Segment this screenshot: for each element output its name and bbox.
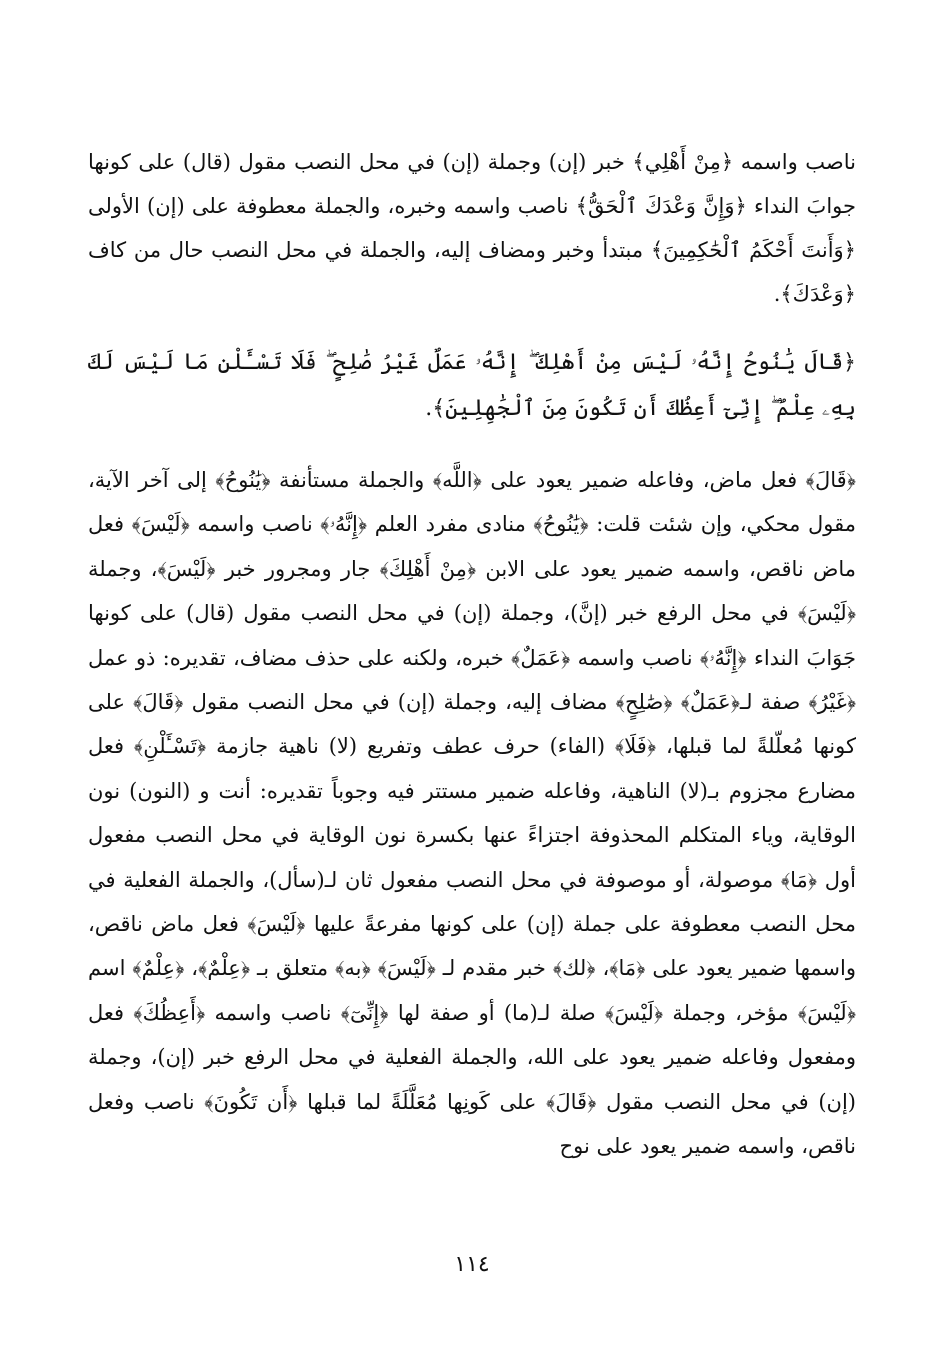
paragraph-text: ناصب واسمه ﴿مِنْ أَهْلِي﴾ خبر (إن) وجملة (إن) في محل النصب مقول (قال) على كونها جوابَ النداء ﴿وَإِنَّ وَعْدَكَ ٱلْحَقُّ﴾ ناصب واسمه وخبره، والجملة معطوفة على (إن) الأولى ﴿وَأَنتَ أَحْكَمُ ٱلْحَٰكِمِينَ﴾ مبتدأ وخبر ومضاف إليه، والجملة في محل النصب حال من كاف ﴿وَعْدَكَ﴾. <box>88 150 856 306</box>
paragraph-grammar-analysis <box>88 458 856 1169</box>
paragraph-text: ﴿قَالَ﴾ فعل ماض، وفاعله ضمير يعود على ﴿اللَّه﴾ والجملة مستأنفة ﴿يَٰنُوحُ﴾ إلى آخر الآية، مقول محكي، وإن شئت قلت: ﴿يَٰنُوحُ﴾ منادى مفرد العلم ﴿إِنَّهُۥ﴾ ناصب واسمه ﴿لَيْسَ﴾ فعل ماض ناقص، واسمه ضمير يعود على الابن ﴿مِنْ أَهْلِكَ﴾ جار ومجرور خبر ﴿لَيْسَ﴾، وجملة ﴿لَيْسَ﴾ في محل الرفع خبر (إنَّ)، وجملة (إن) في محل النصب مقول (قال) على كونها جَوَابَ النداء ﴿إِنَّهُۥ﴾ ناصب واسمه ﴿عَمَلٌ﴾ خبره، ولكنه على حذف مضاف، تقديره: ذو عمل ﴿غَيْرُ﴾ صفة لـ﴿عَمَلٌ﴾ ﴿صَٰلِحٍ﴾ مضاف إليه، وجملة (إن) في محل النصب مقول ﴿قَالَ﴾ على كونها مُعلّلةً لما قبلها، ﴿فَلَا﴾ (الفاء) حرف عطف وتفريع (لا) ناهية جازمة ﴿تَسْـَٔلْنِ﴾ فعل مضارع مجزوم بـ(لا) الناهية، وفاعله ضمير مستتر فيه وجوباً تقديره: أنت و (النون) نون الوقاية، وياء المتكلم المحذوفة اجتزاءً عنها بكسرة نون الوقاية في محل النصب مفعول أول ﴿مَا﴾ موصولة، أو موصوفة في محل النصب مفعول ثان لـ(سأل)، والجملة الفعلية في محل النصب معطوفة على جملة (إن) على كونها مفرعةً عليها ﴿لَيْسَ﴾ فعل ماض ناقص، واسمها ضمير يعود على ﴿مَا﴾، ﴿لك﴾ خبر مقدم لـ ﴿لَيْسَ﴾ ﴿به﴾ متعلق بـ ﴿عِلْمٌ﴾، ﴿عِلْمٌ﴾ اسم ﴿لَيْسَ﴾ مؤخر، وجملة ﴿لَيْسَ﴾ صلة لـ(ما) أو صفة لها ﴿إِنِّىٓ﴾ ناصب واسمه ﴿أَعِظُكَ﴾ فعل ومفعول وفاعله ضمير يعود على الله، والجملة الفعلية في محل الرفع خبر (إن)، وجملة (إن) في محل النصب مقول ﴿قَالَ﴾ على كَونِها مُعَلَّلَةً لما قبلها ﴿أَن تَكُونَ﴾ ناصب وفعل ناقص، واسمه ضمير يعود على نوح <box>88 468 856 1159</box>
paragraph-intro <box>88 140 856 316</box>
page-number: ١١٤ <box>454 1252 490 1277</box>
quran-verse <box>88 340 856 432</box>
verse-text: ﴿قَالَ يَٰنُوحُ إِنَّهُۥ لَيْسَ مِنْ أَهْلِكَ ۖ إِنَّهُۥ عَمَلٌ غَيْرُ صَٰلِحٍ ۖ فَلَا تَسْـَٔلْنِ مَا لَيْسَ لَكَ بِهِۦ عِلْمٌ ۖ إِنِّىٓ أَعِظُكَ أَن تَكُونَ مِنَ ٱلْجَٰهِلِينَ﴾. <box>88 350 856 421</box>
